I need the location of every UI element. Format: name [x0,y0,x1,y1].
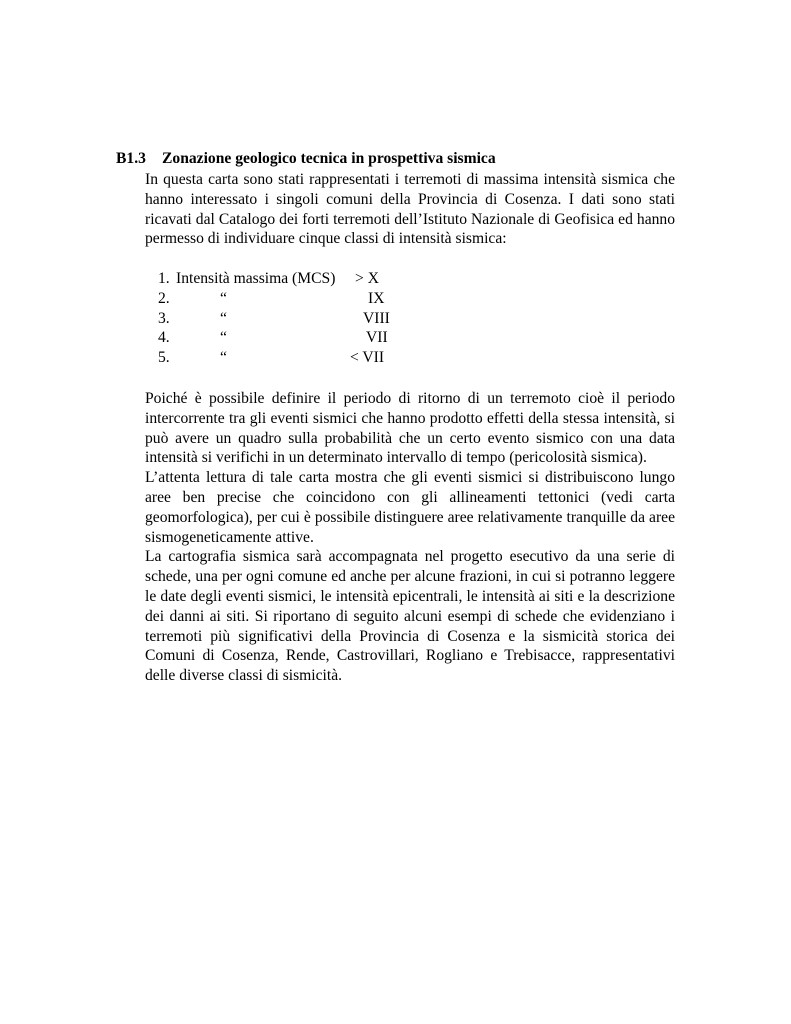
list-item [158,289,458,309]
section-title: Zonazione geologico tecnica in prospettiva sismica [162,150,496,167]
intro-text: In questa carta sono stati rappresentati i terremoti di massima intensità sismica che hanno interessato i singoli comuni della Provincia di Cosenza. I dati sono stati ricavati dal Catalogo dei forti terremoti dell’Istituto Nazionale di Geofisica ed hanno permesso di individuare cinque classi di intensità sismica: [145,171,675,248]
list-item-value: VIII [363,309,390,327]
ditto-mark: “ [220,309,227,327]
body-text [145,389,675,686]
list-item [158,269,458,289]
paragraph-return-period: Poiché è possibile definire il periodo di ritorno di un terremoto cioè il periodo intercorrente tra gli eventi sismici che hanno prodotto effetti della stessa intensità, si può avere un quadro sulla probabilità che un certo evento sismico con una data intensità si verifichi in un determinato intervallo di tempo (pericolosità sismica). [145,390,675,467]
list-item-number: 1. [158,270,170,287]
section-number: B1.3 [116,150,146,167]
list-item [158,348,458,368]
list-item-value: IX [368,289,385,307]
list-item [158,309,458,329]
intro-paragraph [145,170,675,249]
ditto-mark: “ [220,349,227,367]
list-item-value: < VII [350,349,385,367]
ditto-mark: “ [220,289,227,307]
list-item-number: 2. [158,289,170,307]
list-item [158,328,458,348]
list-item-number: 4. [158,329,170,347]
paragraph-map-reading: L’attenta lettura di tale carta mostra che gli eventi sismici si distribuiscono lungo aree ben precise che coincidono con gli allineamenti tettonici (vedi carta geomorfologica), per cui è possibile distinguere aree relativamente tranquille da aree sismogeneticamente attive. [145,469,675,546]
ditto-mark: “ [220,329,227,347]
intensity-class-list [158,269,458,368]
list-item-number: 3. [158,309,170,327]
list-item-label: Intensità massima (MCS) [176,270,336,287]
list-item-number: 5. [158,349,170,367]
section-heading [116,149,496,169]
list-item-value: VII [366,329,388,347]
paragraph-cartography: La cartografia sismica sarà accompagnata nel progetto esecutivo da una serie di schede, una per ogni comune ed anche per alcune frazioni, in cui si potranno leggere le date degli eventi sismici, le intensità epicentrali, le intensità ai siti e la descrizione dei danni ai siti. Si riportano di seguito alcuni esempi di schede che evidenziano i terremoti più significativi della Provincia di Cosenza e la sismicità storica dei Comuni di Cosenza, Rende, Castrovillari, Rogliano e Trebisacce, rappresentativi delle diverse classi di sismicità. [145,548,675,685]
list-item-value: > X [355,270,379,287]
